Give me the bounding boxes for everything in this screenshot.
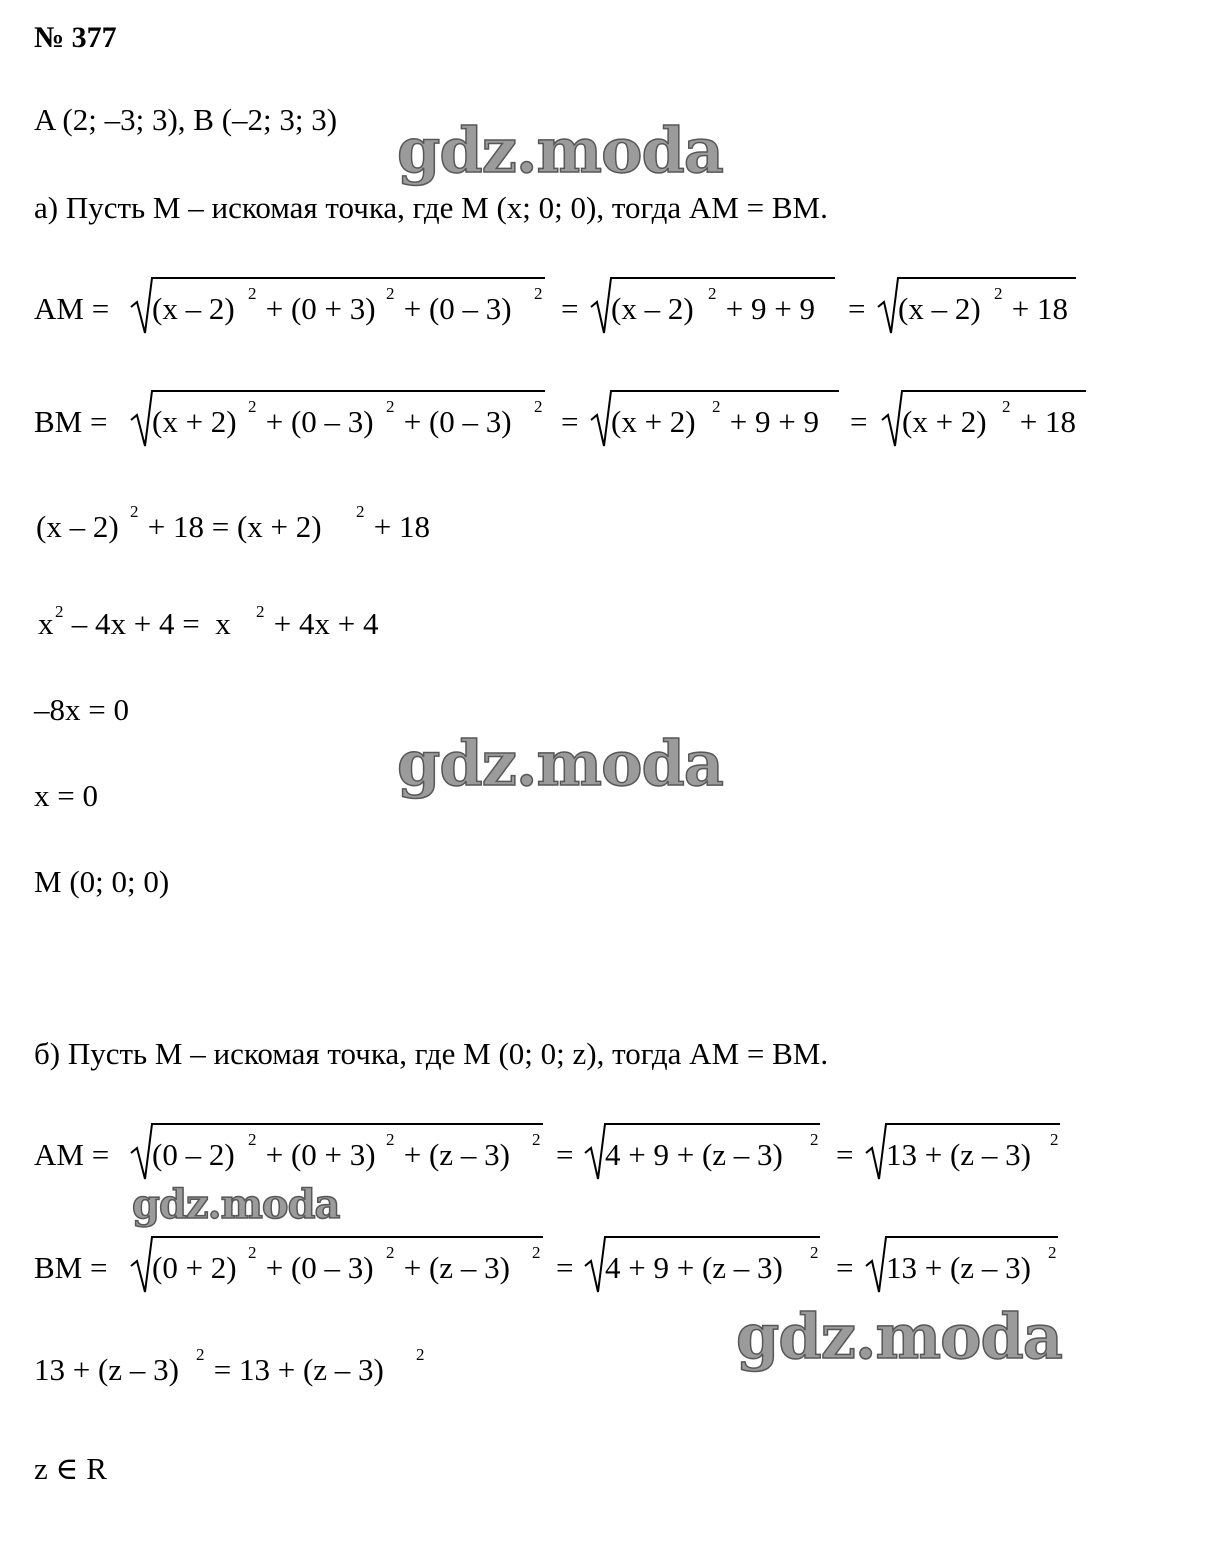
term: (x – 2) [898, 291, 981, 326]
term: + 9 + 9 [722, 404, 819, 439]
exponent: 2 [386, 1130, 395, 1149]
exponent: 2 [386, 1243, 395, 1262]
exponent: 2 [534, 397, 543, 416]
exponent: 2 [1048, 1243, 1057, 1262]
exponent: 2 [712, 397, 721, 416]
part-b-bm-formula [34, 1237, 1058, 1292]
term: + 18 [1012, 404, 1076, 439]
exponent: 2 [248, 1243, 257, 1262]
term: + 9 + 9 [718, 291, 815, 326]
term: (0 – 2) [152, 1137, 235, 1172]
bm-label: BM = [34, 404, 108, 439]
exponent: 2 [1002, 397, 1011, 416]
part-b-am-formula [34, 1124, 1060, 1179]
term: (x + 2) [152, 404, 237, 439]
term: + (0 – 3) [396, 291, 512, 326]
am-label: AM = [34, 1137, 110, 1172]
exponent: 2 [994, 284, 1003, 303]
exponent: 2 [810, 1130, 819, 1149]
term: 13 + (z – 3) [886, 1137, 1031, 1172]
exponent: 2 [55, 602, 64, 621]
equals: = [561, 291, 579, 326]
bm-label: BM = [34, 1250, 108, 1285]
term: 4 + 9 + (z – 3) [605, 1250, 783, 1285]
part-a-equation-1 [36, 502, 430, 544]
exponent: 2 [810, 1243, 819, 1262]
term: + (0 – 3) [258, 1250, 374, 1285]
exponent: 2 [532, 1130, 541, 1149]
equals: = [848, 291, 866, 326]
part-a-intro: а) Пусть M – искомая точка, где M (x; 0; 0), тогда AM = BM. [34, 190, 828, 225]
term: (x – 2) [152, 291, 235, 326]
part-b-equation-1 [34, 1345, 425, 1387]
term: = 13 + (z – 3) [206, 1352, 384, 1387]
term: (0 + 2) [152, 1250, 237, 1285]
part-a-equation-2 [38, 602, 379, 641]
part-a-bm-formula [34, 391, 1086, 446]
part-b-intro: б) Пусть M – искомая точка, где M (0; 0; z), тогда AM = BM. [34, 1036, 829, 1071]
problem-number: № 377 [34, 21, 117, 54]
equals: = [556, 1250, 574, 1285]
exponent: 2 [248, 1130, 257, 1149]
term: + (0 + 3) [258, 1137, 376, 1172]
term: (x – 2) [36, 509, 119, 544]
equals: = [561, 404, 579, 439]
equals: = [850, 404, 868, 439]
watermark-logo: gdz.moda [132, 1181, 340, 1228]
part-a-am-formula [34, 278, 1076, 333]
equals: = [556, 1137, 574, 1172]
exponent: 2 [356, 502, 365, 521]
watermark-logo: gdz.moda [397, 114, 723, 187]
term: 13 + (z – 3) [34, 1352, 179, 1387]
term: – 4x + 4 = x [64, 606, 231, 641]
exponent: 2 [256, 602, 265, 621]
exponent: 2 [130, 502, 139, 521]
watermark-logo: gdz.moda [736, 1300, 1062, 1373]
equals: = [836, 1250, 854, 1285]
term: + (z – 3) [396, 1137, 510, 1172]
term: + (0 + 3) [258, 291, 376, 326]
exponent: 2 [248, 397, 257, 416]
exponent: 2 [196, 1345, 205, 1364]
part-a-step-4: x = 0 [34, 778, 98, 813]
exponent: 2 [416, 1345, 425, 1364]
exponent: 2 [386, 284, 395, 303]
exponent: 2 [386, 397, 395, 416]
exponent: 2 [248, 284, 257, 303]
exponent: 2 [708, 284, 717, 303]
am-label: AM = [34, 291, 110, 326]
term: (x + 2) [611, 404, 696, 439]
term: (x + 2) [902, 404, 987, 439]
part-a-step-3: –8x = 0 [34, 692, 129, 727]
term: + 4x + 4 [266, 606, 379, 641]
equals: = [836, 1137, 854, 1172]
part-a-answer: M (0; 0; 0) [34, 864, 170, 899]
term: (x – 2) [611, 291, 694, 326]
watermark-logo: gdz.moda [397, 727, 723, 800]
part-b-conclusion: z ∈ R [34, 1451, 107, 1486]
exponent: 2 [534, 284, 543, 303]
term: + (0 – 3) [396, 404, 512, 439]
term: + 18 [1004, 291, 1068, 326]
term: + 18 = (x + 2) [140, 509, 322, 544]
term: 4 + 9 + (z – 3) [605, 1137, 783, 1172]
term: x [38, 606, 54, 641]
term: + (0 – 3) [258, 404, 374, 439]
term: + (z – 3) [396, 1250, 510, 1285]
term: + 18 [366, 509, 430, 544]
exponent: 2 [1050, 1130, 1059, 1149]
points-given: A (2; –3; 3), B (–2; 3; 3) [34, 102, 338, 137]
term: 13 + (z – 3) [886, 1250, 1031, 1285]
exponent: 2 [532, 1243, 541, 1262]
